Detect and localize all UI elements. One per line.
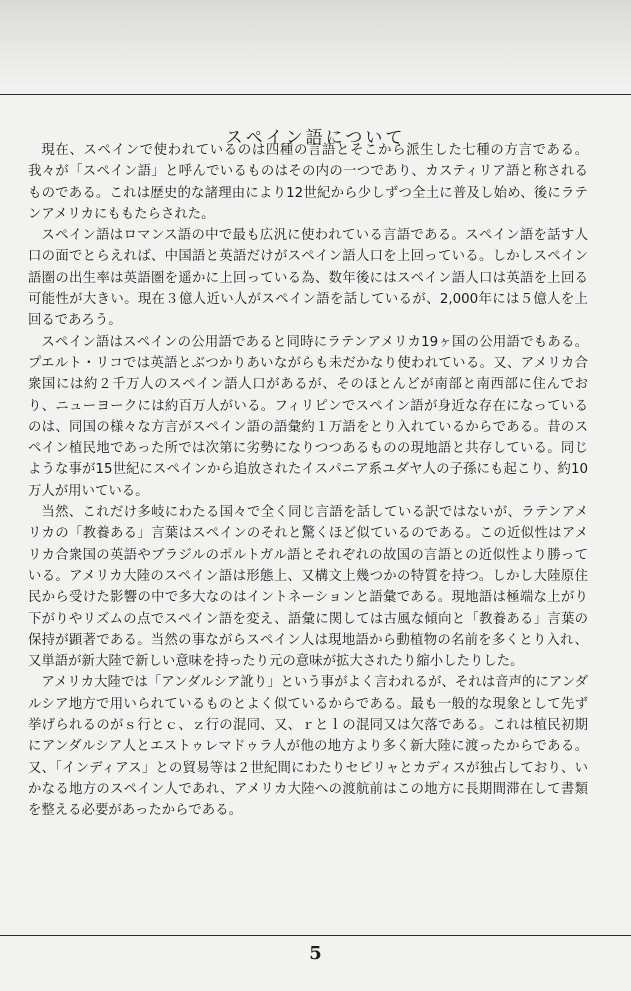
paragraph-5: アメリカ大陸では「アンダルシア訛り」という事がよく言われるが、それは音声的にアンダルシア地方で用いられているものとよく似ているからである。最も一般的な現象として先ず挙げられるのがｓ行とｃ、ｚ行の混同、又、ｒとｌの混同又は欠落である。これは植民初期にアンダルシア人とエストゥレマドゥラ人が他の地方より多く新大陸に渡ったからである。又、「インディアス」との貿易等は２世紀間にわたりセビリャとカディスが独占しており、いかなる地方のスペイン人であれ、アメリカ大陸への渡航前はこの地方に長期間滞在して書類を整える必要があったからである。 (28, 675, 588, 819)
paragraph-3: スペイン語はスペインの公用語であると同時にラテンアメリカ19ヶ国の公用語でもある。プエルト・リコでは英語とぶつかりあいながらも未だかなり使われている。又、アメリカ合衆国には約２千万人のスペイン語人口があるが、そのほとんどが南部と南西部に住んでおり、ニューヨークには約百万人がいる。フィリピンでスペイン語が身近な存在になっているのは、同国の様々な方言がスペイン語の語彙約１万語をとり入れているからである。昔のスペイン植民地であった所では次第に劣勢になりつつあるものの現地語と共存している。同じような事が15世紀にスペインから追放されたイスパニア系ユダヤ人の子孫にも起こり、約10万人が用いている。 (28, 334, 588, 499)
paragraph-2: スペイン語はロマンス語の中で最も広汎に使われている言語である。スペイン語を話す人口の面でとらえれば、中国語と英語だけがスペイン語人口を上回っている。しかしスペイン語圏の出生率は英語圏を遥かに上回っている為、数年後にはスペイン語人口は英語を上回る可能性が大きい。現在３億人近い人がスペイン語を話しているが、2,000年には５億人を上回るであろう。 (28, 228, 588, 329)
scan-background-shade (0, 0, 631, 88)
paragraph-1: 現在、スペインで使われているのは四種の言語とそこから派生した七種の方言である。我々が「スペイン語」と呼んでいるものはその内の一つであり、カスティリア語と称されるものである。これは歴史的な諸理由により12世紀から少しずつ全土に普及し始め、後にラテンアメリカにももたらされた。 (28, 143, 588, 222)
paragraph-4: 当然、これだけ多岐にわたる国々で全く同じ言語を話している訳ではないが、ラテンアメリカの「教養ある」言葉はスペインのそれと驚くほど似ているのである。この近似性はアメリカ合衆国の英語やブラジルのポルトガル語とそれぞれの故国の言語との近似性より勝っている。アメリカ大陸のスペイン語は形態上、又構文上幾つかの特質を持つ。しかし大陸原住民から受けた影響の中で多大なのはイントネーションと語彙である。現地語は極端な上がり下がりやリズムの点でスペイン語を変え、語彙に関しては古風な傾向と「教養ある」言葉の保持が顕著である。当然の事ながらスペイン人は現地語から動植物の名前を多くとり入れ、又単語が新大陸で新しい意味を持ったり元の意味が拡大されたり縮小したりした。 (28, 505, 588, 670)
header-rule (0, 94, 631, 95)
page-number: 5 (309, 943, 322, 964)
article-body (28, 140, 588, 822)
page-title: スペイン語について (225, 128, 406, 149)
footer-rule (0, 935, 631, 936)
